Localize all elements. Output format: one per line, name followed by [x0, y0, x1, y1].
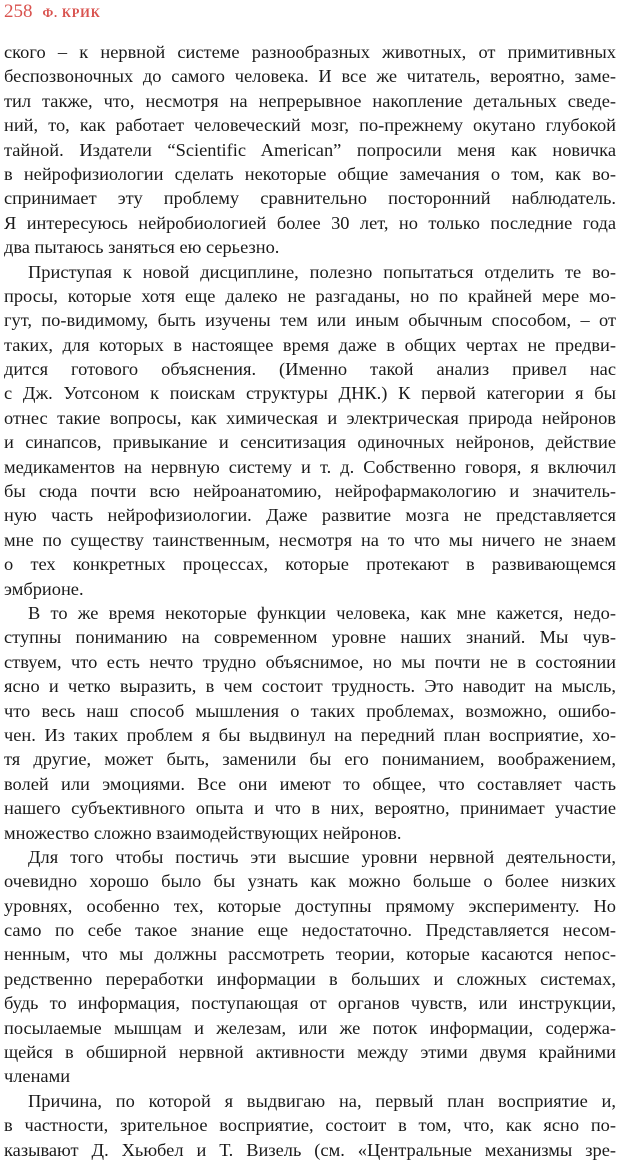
- text-line: тайной. Издатели “Scientific American” попросили меня как новичка: [4, 139, 616, 160]
- text-line: бы сюда почти всю нейроанатомию, нейрофармакологию и значитель-: [4, 481, 616, 502]
- text-line: Приступая к новой дисциплине, полезно попытаться отделить те во-: [28, 261, 616, 282]
- text-line: мне по существу таинственным, несмотря на то что мы ничего не знаем: [4, 529, 616, 550]
- text-line: ского – к нервной системе разнообразных животных, от примитивных: [4, 42, 616, 62]
- text-line: множество сложно взаимодействующих нейронов.: [4, 822, 402, 843]
- text-line: с Дж. Уотсоном к поискам структуры ДНК.) К первой категории я бы: [4, 383, 616, 404]
- text-line: Я интересуюсь нейробиологией более 30 лет, но только последние года: [4, 212, 616, 233]
- text-line: отнес такие вопросы, как химическая и электрическая природа нейронов: [4, 407, 616, 428]
- text-line: казывают Д. Хьюбел и Т. Визель (см. «Центральные механизмы зре-: [4, 1139, 616, 1160]
- text-line: очевидно хорошо было бы узнать как можно больше о более низких: [4, 871, 616, 892]
- text-line: членами: [4, 1066, 71, 1087]
- text-line: Причина, по которой я выдвигаю на, первый план восприятие и,: [28, 1090, 616, 1111]
- paragraph: [4, 260, 616, 601]
- text-line: спринимает эту проблему сравнительно посторонний наблюдатель.: [4, 188, 616, 209]
- text-line: о тех конкретных процессах, которые протекают в развивающемся: [4, 554, 616, 575]
- text-line: два пытаюсь заняться ею серьезно.: [4, 237, 280, 258]
- text-line: в частности, зрительное восприятие, состоит в том, что, как ясно по-: [4, 1115, 616, 1136]
- text-line: будь то информация, поступающая от органов чувств, или инструкции,: [4, 993, 616, 1014]
- text-line: ний, то, как работает человеческий мозг, по-прежнему окутано глубокой: [4, 115, 616, 136]
- text-line: нашего субъективного опыта и что в них, вероятно, принимает участие: [4, 798, 616, 819]
- text-line: щейся в обширной нервной активности между этими двумя крайними: [4, 1042, 616, 1063]
- text-line: просы, которые хотя еще далеко не разгаданы, но по крайней мере мо-: [4, 285, 616, 306]
- text-line: уровнях, особенно тех, которые доступны прямому эксперименту. Но: [4, 895, 616, 916]
- text-line: тя другие, может быть, заменили бы его пониманием, воображением,: [4, 749, 616, 770]
- text-line: редственно переработки информации в больших и сложных системах,: [4, 968, 616, 989]
- paragraph: [4, 1089, 616, 1162]
- text-line: В то же время некоторые функции человека, как мне кажется, недо-: [28, 602, 616, 623]
- text-line: и синапсов, привыкание и сенситизация одиночных нейронов, действие: [4, 432, 616, 453]
- text-line: гут, по-видимому, быть изучены тем или иным обычным способом, – от: [4, 310, 616, 331]
- paragraph: [4, 601, 616, 845]
- text-line: Для того чтобы постичь эти высшие уровни нервной деятельности,: [28, 846, 616, 867]
- text-line: медикаментов на нервную систему и т. д. Собственно говоря, я включил: [4, 456, 616, 477]
- text-line: посылаемые мышцам и железам, или же поток информации, содержа-: [4, 1017, 616, 1038]
- page-header: [4, 1, 101, 23]
- text-line: таких, для которых в настоящее время даже в общих чертах не предви-: [4, 334, 616, 355]
- text-line: ненным, что мы должны рассмотреть теории, которые касаются непос-: [4, 944, 616, 965]
- text-line: волей или эмоциями. Все они имеют то общее, что составляет часть: [4, 773, 616, 794]
- text-line: что весь наш способ мышления о таких проблемах, возможно, ошибо-: [4, 700, 616, 721]
- paragraph: [4, 845, 616, 1089]
- text-line: ную часть нейрофизиологии. Даже развитие мозга не представляется: [4, 505, 616, 526]
- text-line: в нейрофизиологии сделать некоторые общие замечания о том, как во-: [4, 163, 616, 184]
- text-line: дится готового объяснения. (Именно такой анализ привел нас: [4, 359, 616, 380]
- text-line: ступны пониманию на современном уровне наших знаний. Мы чув-: [4, 627, 616, 648]
- text-line: тил также, что, несмотря на непрерывное накопление детальных сведе-: [4, 90, 616, 111]
- article-body: [4, 40, 616, 1162]
- text-line: беспозвоночных до самого человека. И все же читатель, вероятно, заме-: [4, 66, 616, 87]
- text-line: ствуем, что есть нечто трудно объяснимое, но мы почти не в состоянии: [4, 651, 616, 672]
- text-line: чен. Из таких проблем я бы выдвинул на передний план восприятие, хо-: [4, 724, 616, 745]
- text-line: ясно и четко выразить, в чем состоит трудность. Это наводит на мысль,: [4, 676, 616, 697]
- text-line: само по себе такое знание еще недостаточно. Представляется несом-: [4, 920, 616, 941]
- page-number: 258: [4, 1, 33, 22]
- text-line: эмбрионе.: [4, 578, 84, 599]
- paragraph: [4, 40, 616, 260]
- running-head: Ф. КРИК: [42, 6, 101, 20]
